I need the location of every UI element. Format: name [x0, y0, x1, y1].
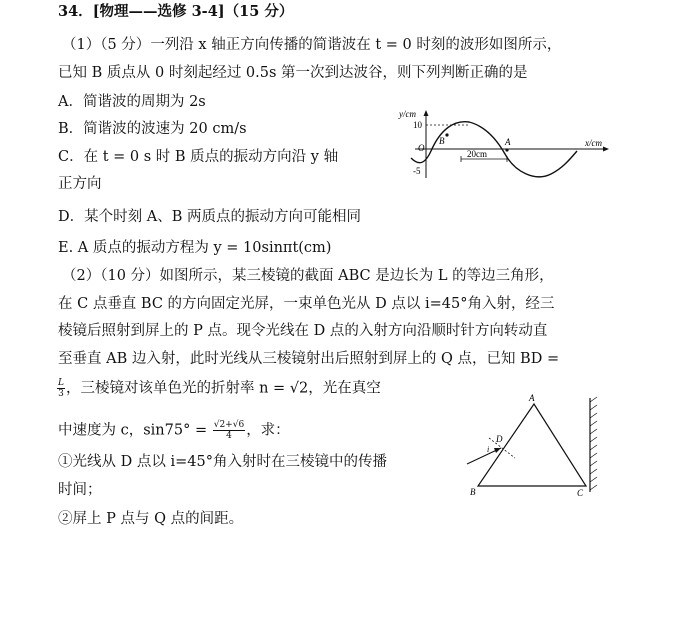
option-b: B．简谐波的波速为 20 cm/s — [58, 121, 247, 137]
question-2: ②屏上 P 点与 Q 点的间距。 — [58, 511, 244, 527]
angle-i-label: i — [487, 445, 490, 454]
vertex-c-label: C — [577, 488, 584, 498]
tick-neg5: -5 — [413, 166, 421, 176]
part2-line5 — [56, 378, 381, 399]
question-1-line2: 时间； — [58, 482, 102, 498]
part1-lead: （1）（5 分） — [62, 37, 151, 53]
option-c: C．在 t = 0 s 时 B 质点的振动方向沿 y 轴 — [58, 149, 339, 165]
x-axis-arrow — [603, 147, 609, 152]
screen-hatching — [590, 397, 597, 490]
question-header — [58, 2, 293, 22]
part2-line2: 在 C 点垂直 BC 的方向固定光屏，一束单色光从 D 点以 i=45°角入射，经三 — [58, 296, 555, 312]
incident-ray-arrow — [494, 448, 501, 453]
part2-line6 — [58, 420, 290, 441]
part2-line4: 至垂直 AB 边入射，此时光线从三棱镜射出后照射到屏上的 Q 点，已知 BD = — [58, 351, 560, 367]
bd-denominator: 3 — [58, 389, 64, 399]
part2-text5: ，三棱镜对该单色光的折射率 n = √2，光在真空 — [65, 380, 381, 397]
wave-figure — [395, 106, 615, 188]
point-d-label: D — [496, 434, 503, 444]
option-a: A．简谐波的周期为 2s — [58, 94, 206, 110]
part2-line1: （2）（10 分）如图所示，某三棱镜的截面 ABC 是边长为 L 的等边三角形， — [62, 268, 554, 284]
point-b-marker — [445, 133, 448, 136]
prism-figure — [455, 392, 610, 504]
question-1-line1: ①光线从 D 点以 i=45°角入射时在三棱镜中的传播 — [58, 454, 387, 470]
part2-text6a: 中速度为 c，sin75° = — [58, 422, 212, 439]
option-d: D．某个时刻 A、B 两质点的振动方向可能相同 — [58, 209, 361, 225]
x-axis-label: x/cm — [585, 138, 602, 148]
option-c-cont: 正方向 — [58, 176, 102, 192]
y-axis-arrow — [424, 110, 429, 116]
origin-label: O — [418, 143, 425, 153]
question-subject: [物理——选修 3-4] — [92, 3, 225, 20]
vertex-b-label: B — [470, 487, 476, 497]
sin75-fraction — [213, 420, 245, 441]
prism-triangle — [478, 404, 586, 486]
sin75-denominator: 4 — [226, 431, 232, 441]
tick-10: 10 — [413, 120, 422, 130]
question-number: 34． — [58, 3, 93, 20]
part2-line3: 棱镜后照射到屏上的 P 点。现令光线在 D 点的入射方向沿顺时针方向转动直 — [58, 323, 548, 339]
question-points: （15 分） — [224, 3, 294, 20]
part1-text1: 一列沿 x 轴正方向传播的简谐波在 t = 0 时刻的波形如图所示， — [150, 37, 562, 53]
option-e: E. A 质点的振动方程为 y = 10sinπt(cm) — [58, 240, 332, 256]
part2-text6b: ，求： — [246, 422, 290, 439]
point-a-label: A — [505, 137, 511, 147]
part1-line1 — [62, 35, 561, 55]
point-a-marker — [505, 148, 508, 151]
sin75-numerator: √2+√6 — [213, 420, 245, 430]
y-axis-label: y/cm — [399, 109, 416, 119]
bd-fraction — [57, 378, 65, 399]
distance-label: 20cm — [467, 149, 487, 159]
vertex-a-label: A — [529, 393, 535, 403]
part1-line2: 已知 B 质点从 0 时刻起经过 0.5s 第一次到达波谷，则下列判断正确的是 — [58, 65, 528, 81]
point-b-label: B — [439, 136, 445, 146]
bd-numerator: L — [58, 378, 64, 388]
